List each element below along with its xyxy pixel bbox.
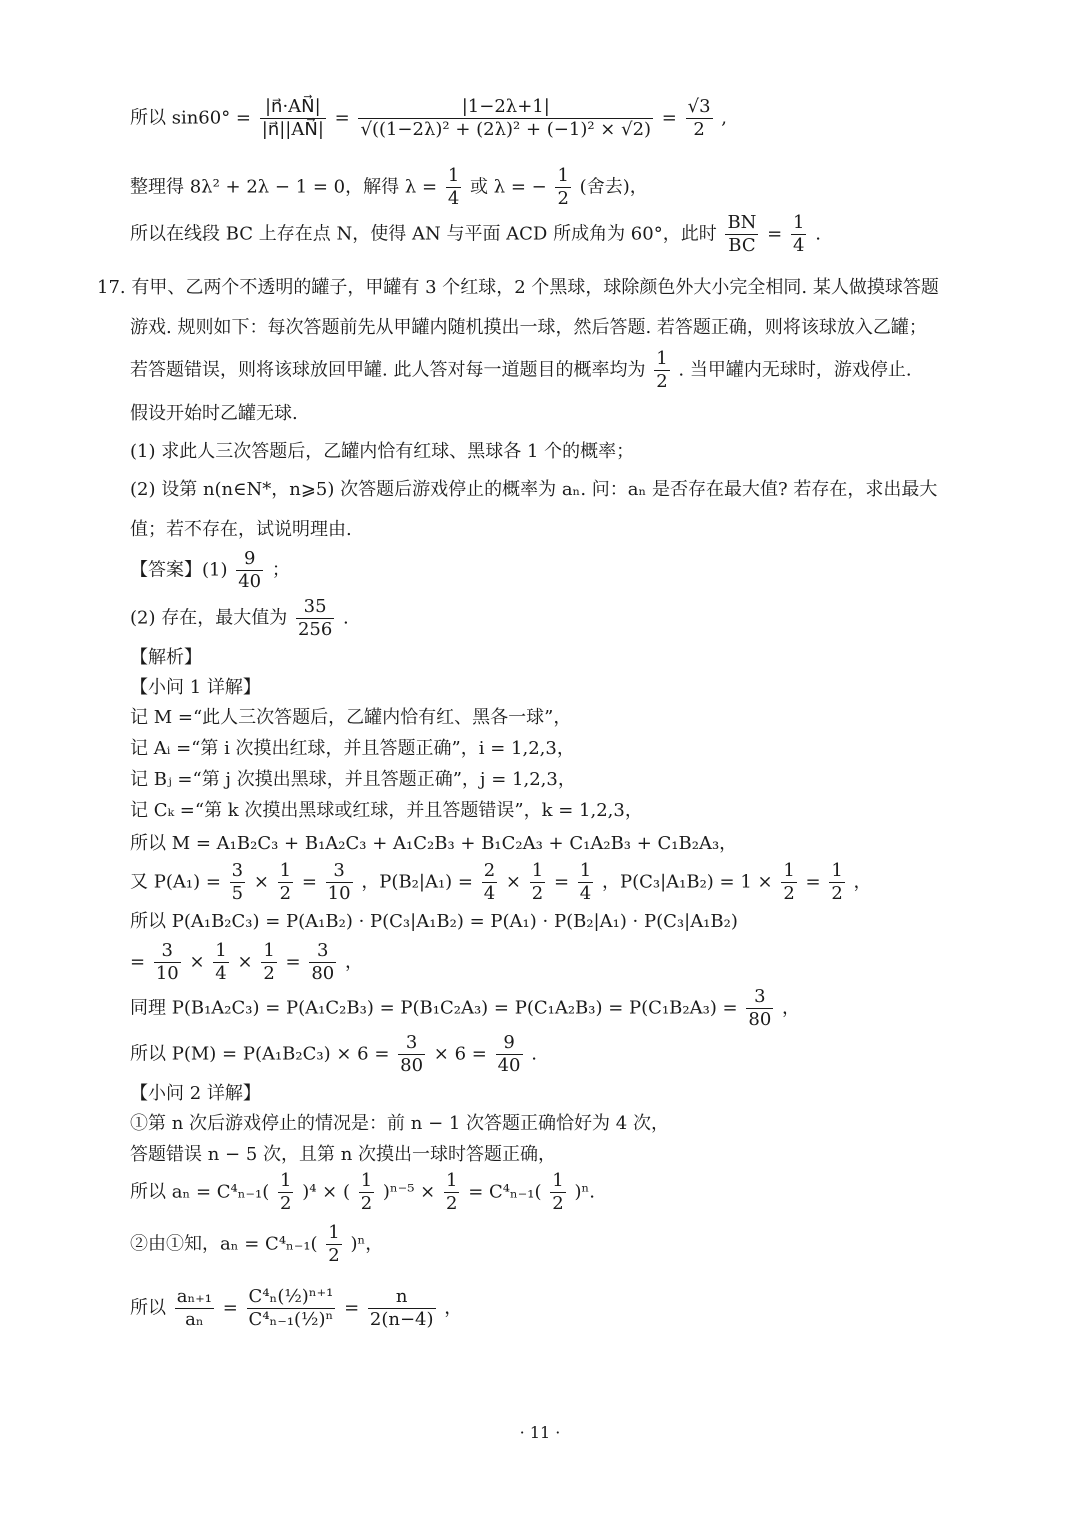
section-heading: 【小问 1 详解】 (130, 677, 261, 698)
text: . (343, 607, 349, 629)
text: ，P(C₃|A₁B₂) = 1 × (601, 871, 773, 893)
denominator: 40 (238, 571, 262, 592)
section-heading: 【小问 2 详解】 (130, 1083, 261, 1104)
text: = (344, 1297, 360, 1319)
fraction (550, 1170, 565, 1215)
text: )ⁿ. (574, 1181, 595, 1203)
denominator: 2 (531, 883, 544, 904)
numerator: |n⃗·AN⃗| (260, 96, 326, 119)
fraction (230, 860, 245, 905)
text: ， (444, 1297, 463, 1319)
text: . (815, 223, 821, 245)
denominator: C⁴ₙ₋₁(½)ⁿ (248, 1309, 334, 1330)
text: = C⁴ₙ₋₁( (468, 1181, 542, 1203)
text: 所以 (130, 1297, 166, 1319)
text: (2) 存在，最大值为 (130, 607, 288, 629)
text: 或 λ = − (470, 176, 547, 198)
text: 整理得 8λ² + 2λ − 1 = 0，解得 λ = (130, 176, 438, 198)
fraction (260, 96, 326, 141)
text-line (130, 1222, 383, 1267)
numerator: 1 (280, 1170, 292, 1191)
fraction (781, 860, 796, 905)
fraction (398, 1032, 425, 1077)
text: = (661, 107, 677, 129)
text: = (130, 951, 146, 973)
denominator: 4 (447, 188, 460, 209)
text: = (285, 951, 301, 973)
denominator: 5 (231, 883, 244, 904)
fraction (236, 548, 263, 593)
text: = (805, 871, 821, 893)
numerator: 3 (326, 860, 353, 883)
text: )⁴ × ( (302, 1181, 350, 1203)
text: 若答题错误，则将该球放回甲罐. 此人答对每一道题目的概率均为 (130, 359, 646, 381)
denominator: |n⃗||AN⃗| (261, 119, 324, 140)
text: × (237, 951, 253, 973)
text-line: 记 Aᵢ =“第 i 次摸出红球，并且答题正确”，i = 1,2,3， (130, 738, 575, 759)
denominator: 4 (793, 235, 805, 256)
text-line: 记 M =“此人三次答题后，乙罐内恰有红、黑各一球”， (130, 707, 572, 728)
denominator: 4 (215, 963, 227, 984)
text: × (253, 871, 269, 893)
denominator: BC (728, 235, 756, 256)
text-line: 所以 P(A₁B₂C₃) = P(A₁B₂) · P(C₃|A₁B₂) = P(A₁) · P(B₂|A₁) · P(C₃|A₁B₂) (130, 911, 738, 932)
denominator: 4 (483, 883, 496, 904)
denominator: 2 (446, 1193, 458, 1214)
text-line (130, 96, 727, 141)
numerator: 3 (231, 860, 244, 881)
text: . (531, 1043, 537, 1065)
fraction (530, 860, 545, 905)
numerator: 9 (496, 1032, 523, 1055)
fraction (829, 860, 844, 905)
numerator: 9 (236, 548, 263, 571)
text: 同理 P(B₁A₂C₃) = P(A₁C₂B₃) = P(B₁C₂A₃) = P(C₁A₂B₃) = P(C₁B₂A₃) = (130, 997, 738, 1019)
denominator: 2 (693, 119, 705, 140)
text: = (222, 1297, 238, 1319)
denominator: 80 (748, 1009, 772, 1030)
numerator: 1 (215, 940, 227, 961)
fraction (175, 1286, 214, 1331)
text-line: 记 Cₖ =“第 k 次摸出黑球或红球，并且答题错误”，k = 1,2,3， (130, 800, 643, 821)
numerator: 3 (154, 940, 181, 963)
text: ②由①知，aₙ = C⁴ₙ₋₁( (130, 1233, 318, 1255)
fraction (686, 96, 713, 141)
question-17-line: 17. 有甲、乙两个不透明的罐子，甲罐有 3 个红球，2 个黑球，球除颜色外大小完全相同. 某人做摸球答题 (97, 277, 939, 298)
denominator: 2 (557, 188, 569, 209)
text: 所以在线段 BC 上存在点 N，使得 AN 与平面 ACD 所成角为 60°，此时 (130, 223, 717, 245)
text: = (767, 223, 783, 245)
text: . 当甲罐内无球时，游戏停止. (678, 359, 912, 381)
text: ， (344, 951, 363, 973)
numerator: aₙ₊₁ (176, 1286, 212, 1307)
text: ； (271, 559, 290, 581)
fraction (368, 1286, 436, 1331)
numerator: 1 (360, 1170, 373, 1191)
text: ， (782, 997, 801, 1019)
fraction (446, 165, 461, 210)
numerator: √3 (687, 96, 711, 117)
text: × (505, 871, 522, 893)
numerator: 3 (309, 940, 336, 963)
fraction (278, 860, 293, 905)
fraction (213, 940, 228, 985)
text-line (130, 860, 872, 905)
text-line (130, 1170, 595, 1215)
denominator: 2 (360, 1193, 373, 1214)
denominator: 10 (327, 883, 351, 904)
text-line: 记 Bⱼ =“第 j 次摸出黑球，并且答题正确”，j = 1,2,3， (130, 769, 576, 790)
text: × 6 = (433, 1043, 487, 1065)
denominator: 2 (552, 1193, 564, 1214)
text: 所以 aₙ = C⁴ₙ₋₁( (130, 1181, 270, 1203)
fraction (791, 212, 806, 257)
denominator: 256 (297, 619, 333, 640)
fraction (359, 1170, 374, 1215)
text-line (130, 986, 800, 1031)
text: )ⁿ⁻⁵ × (382, 1181, 436, 1203)
denominator: 2 (280, 1193, 292, 1214)
text-line (130, 165, 648, 210)
text-line: ①第 n 次后游戏停止的情况是：前 n − 1 次答题正确恰好为 4 次， (130, 1113, 669, 1134)
fraction (261, 940, 276, 985)
fraction (496, 1032, 523, 1077)
denominator: 2 (783, 883, 795, 904)
numerator: C⁴ₙ(½)ⁿ⁺¹ (248, 1286, 334, 1307)
text-line: 值；若不存在，试说明理由. (130, 519, 352, 540)
denominator: 2 (656, 371, 668, 392)
text-line: (1) 求此人三次答题后，乙罐内恰有红球、黑球各 1 个的概率； (130, 441, 635, 462)
text: ， (853, 871, 872, 893)
numerator: BN (727, 212, 757, 233)
text: , (721, 107, 728, 129)
text-line: 游戏. 规则如下：每次答题前先从甲罐内随机摸出一球，然后答题. 若答题正确，则将该球放入乙罐； (130, 317, 927, 338)
text-line (130, 348, 912, 393)
denominator: √((1−2λ)² + (2λ)² + (−1)² × √2) (360, 119, 652, 140)
numerator: 1 (279, 860, 292, 881)
denominator: 2 (279, 883, 292, 904)
section-heading: 【解析】 (130, 647, 202, 668)
answer-line (130, 596, 349, 641)
numerator: 35 (296, 596, 334, 619)
fraction (247, 1286, 336, 1331)
fraction (296, 596, 334, 641)
fraction (358, 96, 653, 141)
text-line (130, 1032, 537, 1077)
fraction (654, 348, 669, 393)
text-line (130, 1286, 462, 1331)
numerator: 1 (831, 860, 843, 881)
fraction (555, 165, 570, 210)
fraction (326, 1222, 341, 1267)
text: )ⁿ， (350, 1233, 384, 1255)
answer-line (130, 548, 290, 593)
text: = (334, 107, 350, 129)
numerator: 1 (579, 860, 592, 881)
numerator: 2 (483, 860, 496, 881)
text: 所以 P(M) = P(A₁B₂C₃) × 6 = (130, 1043, 390, 1065)
fraction (278, 1170, 293, 1215)
numerator: n (368, 1286, 436, 1309)
fraction (746, 986, 773, 1031)
denominator: 2(n−4) (369, 1309, 434, 1330)
numerator: 1 (531, 860, 544, 881)
text-line: 假设开始时乙罐无球. (130, 403, 298, 424)
fraction (578, 860, 593, 905)
text-line (130, 212, 821, 257)
numerator: 1 (793, 212, 805, 233)
numerator: 1 (446, 1170, 458, 1191)
text: 又 P(A₁) = (130, 871, 221, 893)
fraction (725, 212, 758, 257)
denominator: 40 (497, 1055, 521, 1076)
text: = (553, 871, 570, 893)
text-line (130, 940, 363, 985)
text: ，P(B₂|A₁) = (361, 871, 473, 893)
fraction (326, 860, 353, 905)
text-line: 所以 M = A₁B₂C₃ + B₁A₂C₃ + A₁C₂B₃ + B₁C₂A₃ + C₁A₂B₃ + C₁B₂A₃， (130, 833, 738, 854)
fraction (482, 860, 497, 905)
text: 【答案】(1) (130, 559, 228, 581)
fraction (154, 940, 181, 985)
denominator: 2 (831, 883, 843, 904)
numerator: 1 (263, 940, 275, 961)
denominator: 80 (311, 963, 335, 984)
numerator: 1 (328, 1222, 340, 1243)
numerator: |1−2λ+1| (358, 96, 653, 119)
text: × (189, 951, 205, 973)
numerator: 3 (746, 986, 773, 1009)
numerator: 1 (447, 165, 460, 186)
numerator: 1 (552, 1170, 564, 1191)
numerator: 1 (783, 860, 795, 881)
text: = (301, 871, 317, 893)
denominator: 4 (579, 883, 592, 904)
denominator: aₙ (185, 1309, 204, 1330)
numerator: 1 (656, 348, 668, 369)
text-line: (2) 设第 n(n∈N*，n⩾5) 次答题后游戏停止的概率为 aₙ. 问：aₙ 是否存在最大值? 若存在，求出最大 (130, 479, 938, 500)
page-number: · 11 · (519, 1423, 561, 1442)
numerator: 1 (557, 165, 569, 186)
text-line: 答题错误 n − 5 次，且第 n 次摸出一球时答题正确， (130, 1144, 557, 1165)
numerator: 3 (398, 1032, 425, 1055)
fraction (309, 940, 336, 985)
text: 所以 sin60° = (130, 107, 252, 129)
text: (舍去)， (579, 176, 648, 198)
denominator: 2 (328, 1245, 340, 1266)
fraction (444, 1170, 459, 1215)
denominator: 2 (263, 963, 275, 984)
denominator: 80 (400, 1055, 424, 1076)
denominator: 10 (155, 963, 179, 984)
